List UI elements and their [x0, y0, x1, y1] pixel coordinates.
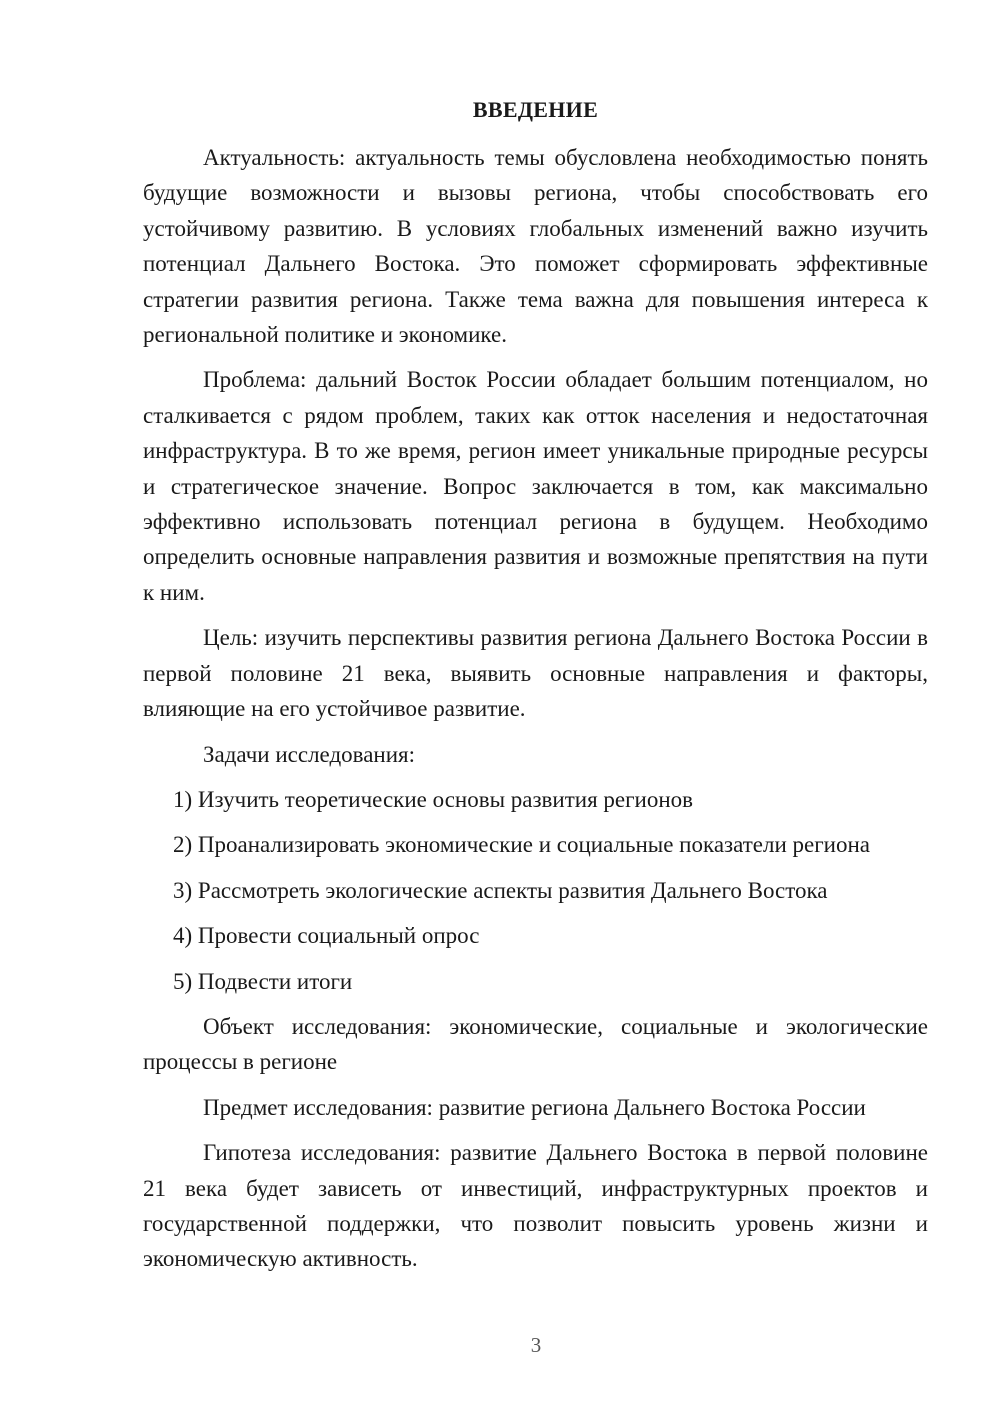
object-paragraph: Объект исследования: экономические, социальные и экологические процессы в регионе: [143, 1013, 928, 1075]
relevance-paragraph: Актуальность: актуальность темы обусловлена необходимостью понять будущие возможности и вызовы региона, чтобы способствовать его устойчивому развитию. В условиях глобальных изменений важно изучить потенциал Дальнего Востока. Это поможет сформировать эффективные стратегии развития региона. Также тема важна для повышения интереса к региональной политике и экономике.: [143, 145, 928, 348]
hypothesis-paragraph: Гипотеза исследования: развитие Дальнего Востока в первой половине 21 века будет зависеть от инвестиций, инфраструктурных проектов и государственной поддержки, что позволит повысить уровень жизни и экономическую активность.: [143, 1140, 928, 1272]
task-item-2: 2) Проанализировать экономические и социальные показатели региона: [173, 832, 870, 858]
task-item-4: 4) Провести социальный опрос: [173, 923, 480, 949]
page-number: 3: [530, 1333, 542, 1357]
goal-paragraph: Цель: изучить перспективы развития региона Дальнего Востока России в первой половине 21 века, выявить основные направления и факторы, влияющие на его устойчивое развитие.: [143, 625, 928, 722]
task-item-3: 3) Рассмотреть экологические аспекты развития Дальнего Востока: [173, 877, 828, 903]
page-title: ВВЕДЕНИЕ: [472, 97, 599, 122]
problem-paragraph: Проблема: дальний Восток России обладает большим потенциалом, но сталкивается с рядом проблем, таких как отток населения и недостаточная инфраструктура. В то же время, регион имеет уникальные природные ресурсы и стратегическое значение. Вопрос заключается в том, как максимально эффективно использовать потенциал региона в будущем. Необходимо определить основные направления развития и возможные препятствия на пути к ним.: [143, 367, 928, 605]
page-content: [143, 95, 928, 1287]
task-item-1: 1) Изучить теоретические основы развития регионов: [173, 786, 694, 812]
task-item-5: 5) Подвести итоги: [173, 968, 353, 994]
tasks-title: Задачи исследования:: [203, 741, 416, 767]
subject-paragraph: Предмет исследования: развитие региона Дальнего Востока России: [203, 1094, 866, 1120]
